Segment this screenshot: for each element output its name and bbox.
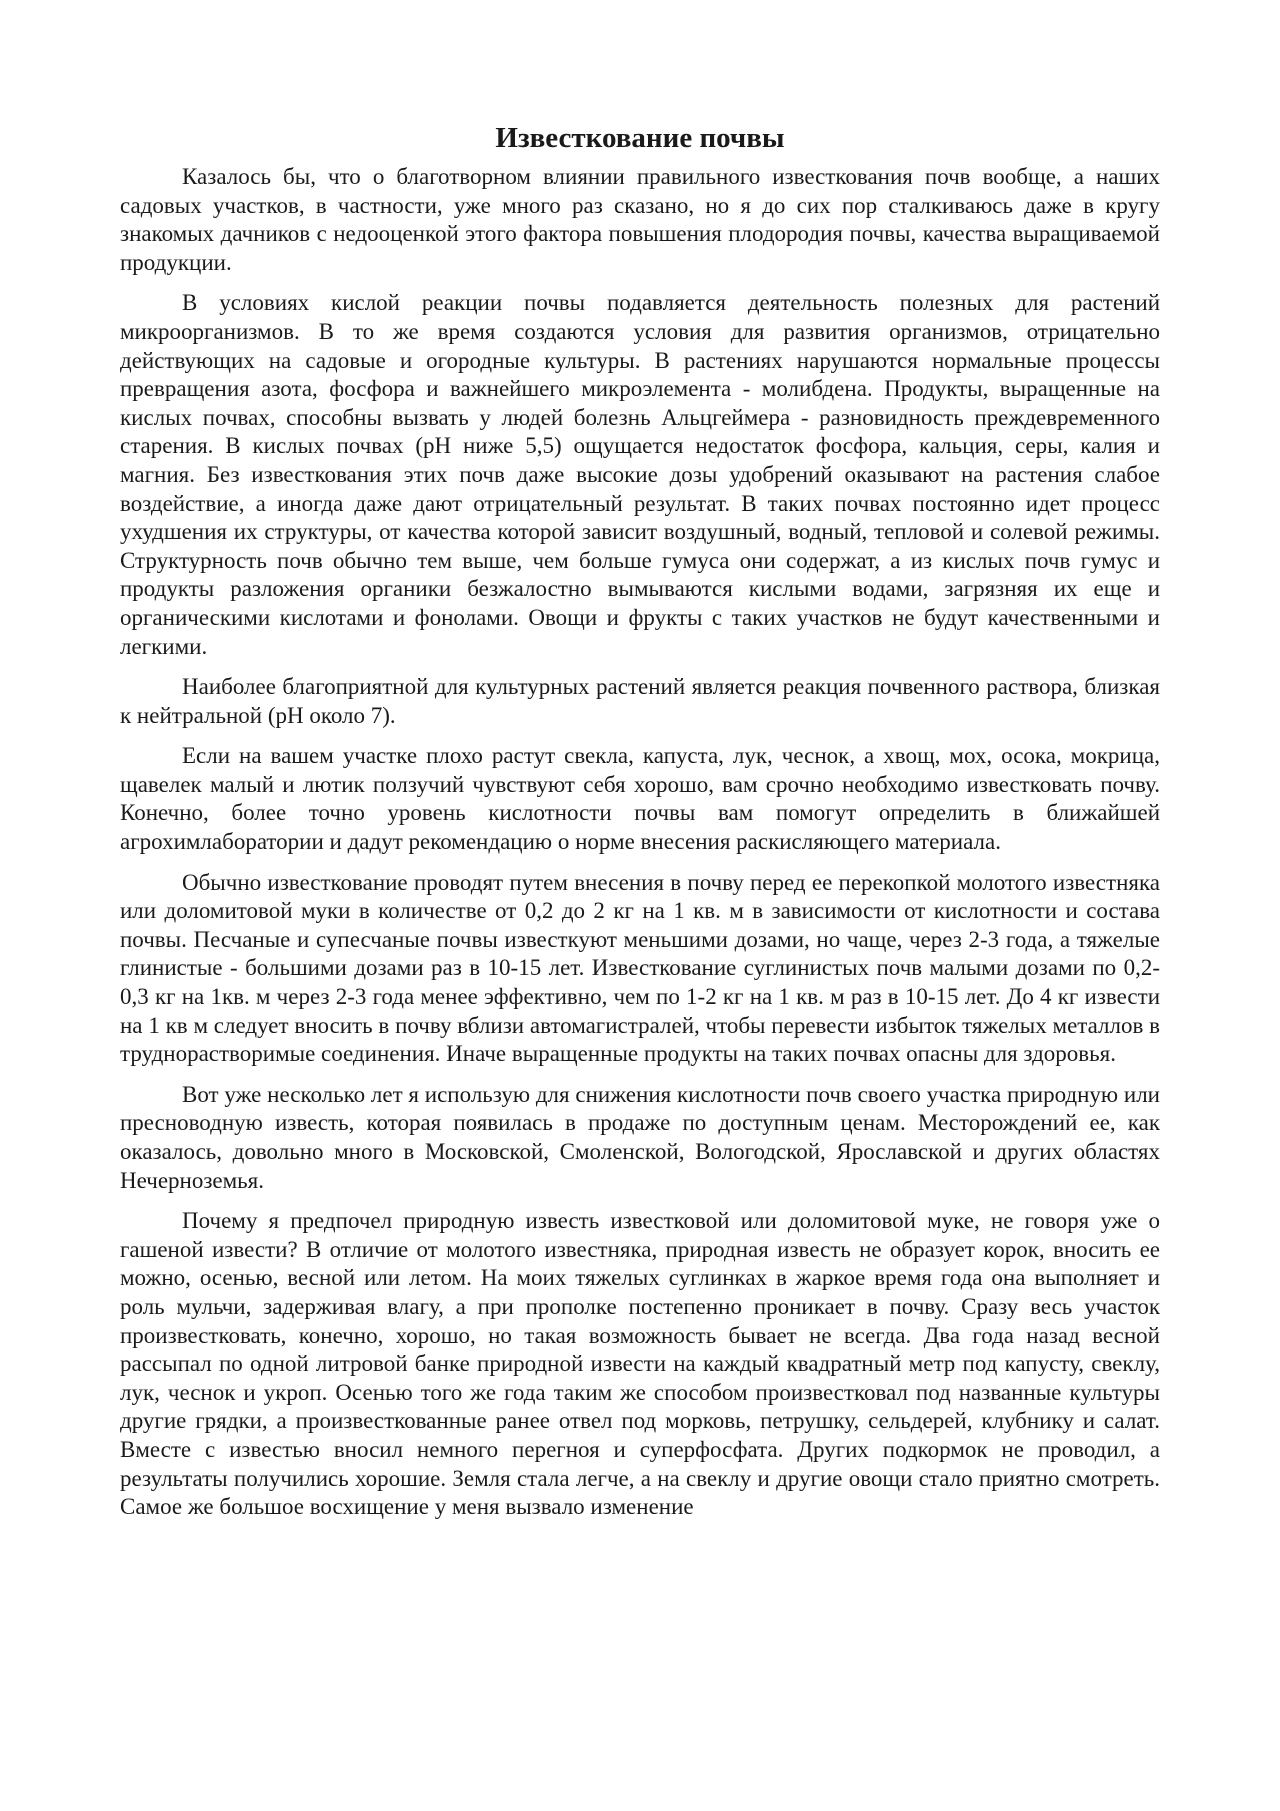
- paragraph-natural-lime: Вот уже несколько лет я использую для снижения кислотности почв своего участка природную или пресноводную известь, которая появилась в продаже по доступным ценам. Месторождений ее, как оказалось, довольно много в Московской, Смоленской, Вологодской, Ярославской и других областях Нечерноземья.: [120, 1081, 1160, 1193]
- paragraph-why-natural-lime: Почему я предпочел природную известь известковой или доломитовой муке, не говоря уже о гашеной извести? В отличие от молотого известняка, природная известь не образует корок, вносить ее можно, осенью, весной или летом. На моих тяжелых суглинках в жаркое время года она выполняет и роль мульчи, задерживая влагу, а при прополке постепенно проникает в почву. Сразу весь участок произвестковать, конечно, хорошо, но такая возможность бывает не всегда. Два года назад весной рассыпал по одной литровой банке природной извести на каждый квадратный метр под капусту, свеклу, лук, чеснок и укроп. Осенью того же года таким же способом произвестковал под названные культуры другие грядки, а произвесткованные ранее отвел под морковь, петрушку, сельдерей, клубнику и салат. Вместе с известью вносил немного перегноя и суперфосфата. Других подкормок не проводил, а результаты получились хорошие. Земля стала легче, а на свеклу и другие овощи стало приятно смотреть. Самое же большое восхищение у меня вызвало изменение: [120, 1208, 1160, 1520]
- paragraph-acid-soil-effects: В условиях кислой реакции почвы подавляется деятельность полезных для растений микроорганизмов. В то же время создаются условия для развития организмов, отрицательно действующих на садовые и огородные культуры. В растениях нарушаются нормальные процессы превращения азота, фосфора и важнейшего микроэлемента - молибдена. Продукты, выращенные на кислых почвах, способны вызвать у людей болезнь Альцгеймера - разновидность преждевременного старения. В кислых почвах (pH ниже 5,5) ощущается недостаток фосфора, кальция, серы, калия и магния. Без известкования этих почв даже высокие дозы удобрений оказывают на растения слабое воздействие, а иногда даже дают отрицательный результат. В таких почвах постоянно идет процесс ухудшения их структуры, от качества которой зависит воздушный, водный, тепловой и солевой режимы. Структурность почв обычно тем выше, чем больше гумуса они содержат, а из кислых почв гумус и продукты разложения органики безжалостно вымываются кислыми водами, загрязняя их еще и органическими кислотами и фонолами. Овощи и фрукты с таких участков не будут качественными и легкими.: [120, 290, 1160, 659]
- paragraph-signs-of-acidity: Если на вашем участке плохо растут свекла, капуста, лук, чеснок, а хвощ, мох, осока, мокрица, щавелек малый и лютик ползучий чувствуют себя хорошо, вам срочно необходимо известковать почву. Конечно, более точно уровень кислотности почвы вам помогут определить в ближайшей агрохимлаборатории и дадут рекомендацию о норме внесения раскисляющего материала.: [120, 743, 1160, 855]
- paragraph-liming-doses: Обычно известкование проводят путем внесения в почву перед ее перекопкой молотого известняка или доломитовой муки в количестве от 0,2 до 2 кг на 1 кв. м в зависимости от кислотности и состава почвы. Песчаные и супесчаные почвы известкуют меньшими дозами, но чаще, через 2-3 года, а тяжелые глинистые - большими дозами раз в 10-15 лет. Известкование суглинистых почв малыми дозами по 0,2-0,3 кг на 1кв. м через 2-3 года менее эффективно, чем по 1-2 кг на 1 кв. м раз в 10-15 лет. До 4 кг извести на 1 кв м следует вносить в почву вблизи автомагистралей, чтобы перевести избыток тяжелых металлов в труднорастворимые соединения. Иначе выращенные продукты на таких почвах опасны для здоровья.: [120, 869, 1160, 1067]
- paragraph-neutral-reaction: Наиболее благоприятной для культурных растений является реакция почвенного раствора, близкая к нейтральной (pH около 7).: [120, 674, 1160, 728]
- document-page: [120, 118, 1160, 1534]
- document-title: Известкование почвы: [495, 122, 785, 154]
- paragraph-intro: Казалось бы, что о благотворном влиянии правильного известкования почв вообще, а наших садовых участков, в частности, уже много раз сказано, но я до сих пор сталкиваюсь даже в кругу знакомых дачников с недооценкой этого фактора повышения плодородия почвы, качества выращиваемой продукции.: [120, 164, 1160, 275]
